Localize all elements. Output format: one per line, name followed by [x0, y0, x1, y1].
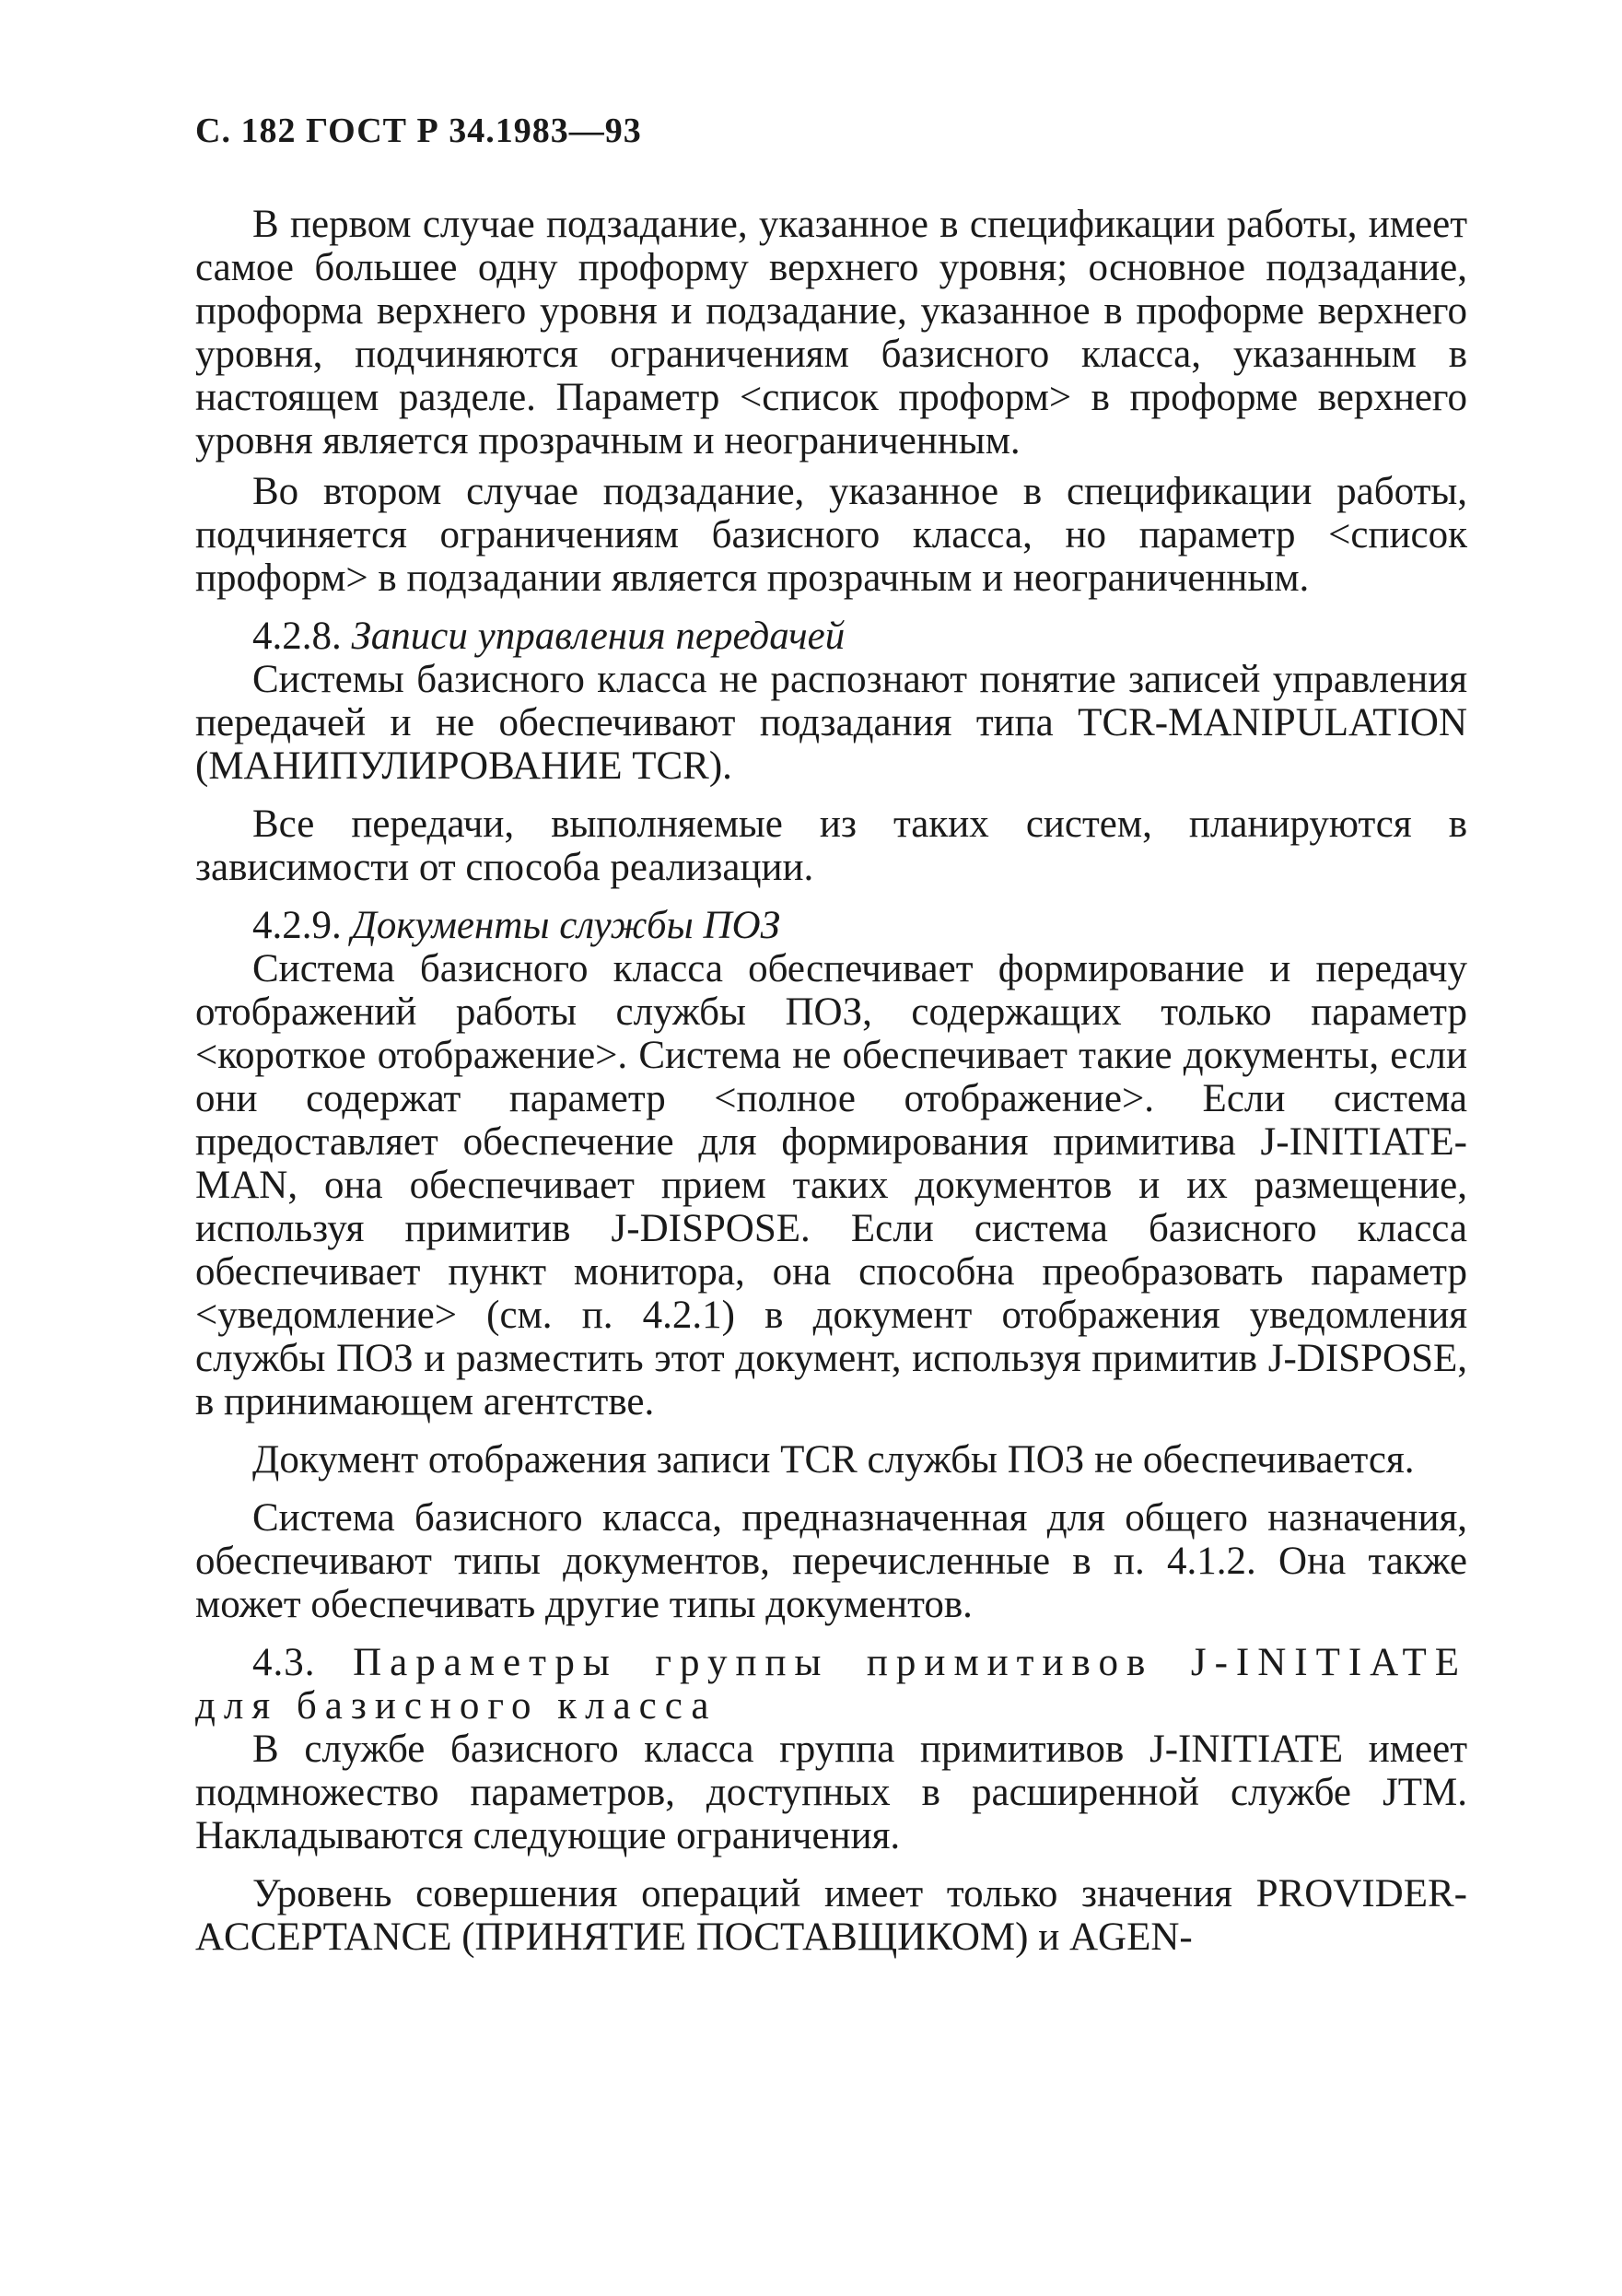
paragraph-second-case: Во втором случае подзадание, указанное в спецификации работы, подчиняется ограничениям базисного класса, но параметр <список проформ> в подзадании является прозрачным и неограниченным.	[195, 470, 1467, 600]
paragraph-j-initiate-subset: В службе базисного класса группа примитивов J-INITIATE имеет подмножество параметров, доступных в расширенной службе JTM. Накладываются следующие ограничения.	[195, 1728, 1467, 1857]
section-4-3-heading	[195, 1641, 1467, 1728]
page-header: С. 182 ГОСТ Р 34.1983—93	[195, 111, 642, 150]
section-4-2-9-heading	[195, 904, 1467, 947]
paragraph-tcr-systems: Системы базисного класса не распознают понятие записей управления передачей и не обеспечивают подзадания типа TCR-MANIPULATION (МАНИПУЛИРОВАНИЕ TCR).	[195, 658, 1467, 788]
section-number: 4.2.8.	[252, 615, 342, 658]
section-title: Параметры группы примитивов J-INITIATE для базисного класса	[195, 1641, 1468, 1728]
section-title: Документы службы ПОЗ	[351, 904, 780, 947]
section-number: 4.3.	[252, 1641, 316, 1684]
paragraph-commit-level: Уровень совершения операций имеет только значения PROVIDER-ACCEPTANCE (ПРИНЯТИЕ ПОСТАВЩИКОМ) и AGEN-	[195, 1872, 1467, 1959]
paragraph-tcr-report: Документ отображения записи TCR службы ПОЗ не обеспечивается.	[252, 1438, 1415, 1482]
section-4-2-8-heading	[195, 615, 1467, 658]
section-number: 4.2.9.	[252, 904, 342, 947]
paragraph-first-case: В первом случае подзадание, указанное в спецификации работы, имеет самое большее одну проформу верхнего уровня; основное подзадание, проформа верхнего уровня и подзадание, указанное в проформе верхнего уровня, подчиняются ограничениям базисного класса, указанным в настоящем разделе. Параметр <список проформ> в проформе верхнего уровня является прозрачным и неограниченным.	[195, 203, 1467, 463]
section-title: Записи управления передачей	[351, 615, 846, 658]
paragraph-general-purpose: Система базисного класса, предназначенная для общего назначения, обеспечивают типы документов, перечисленные в п. 4.1.2. Она также может обеспечивать другие типы документов.	[195, 1496, 1467, 1626]
paragraph-poz-documents: Система базисного класса обеспечивает формирование и передачу отображений работы службы ПОЗ, содержащих только параметр <короткое отображение>. Система не обеспечивает такие документы, если они содержат параметр <полное отображение>. Если система предоставляет обеспечение для формирования примитива J-INITIATE-MAN, она обеспечивает прием таких документов и их размещение, используя примитив J-DISPOSE. Если система базисного класса обеспечивает пункт монитора, она способна преобразовать параметр <уведомление> (см. п. 4.2.1) в документ отображения уведомления службы ПОЗ и разместить этот документ, используя примитив J-DISPOSE, в принимающем агентстве.	[195, 947, 1467, 1423]
paragraph-transfers: Все передачи, выполняемые из таких систем, планируются в зависимости от способа реализации.	[195, 802, 1467, 889]
